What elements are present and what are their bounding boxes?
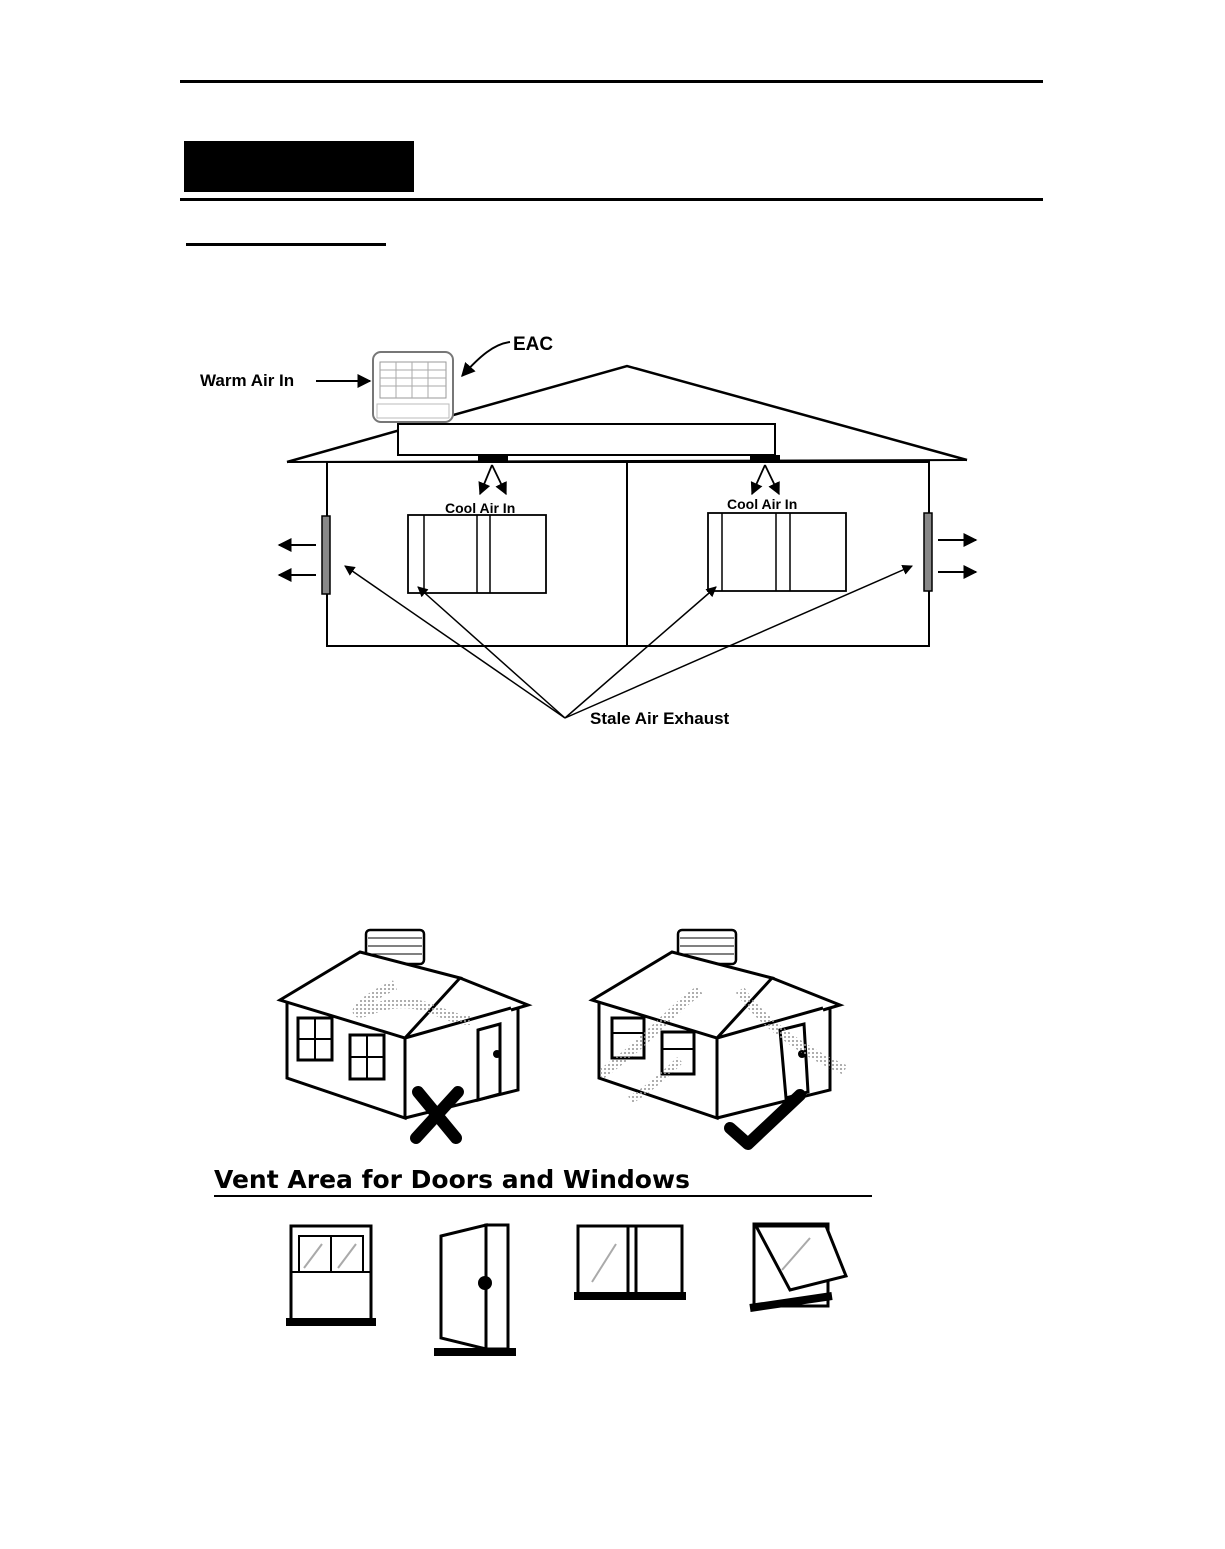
open-door-icon [434,1225,516,1356]
cool-air-right-label: Cool Air In [727,496,798,512]
airflow-diagram [200,334,976,728]
stale-air-label: Stale Air Exhaust [590,709,730,728]
duct-outlet-left [478,455,508,461]
vent-area-title: Vent Area for Doors and Windows [214,1165,690,1194]
cool-air-left-label: Cool Air In [445,500,516,516]
window-right [708,513,846,591]
duct-outlet-right [750,455,780,461]
supply-duct [398,424,775,455]
side-vent-right [924,513,932,591]
window-left [408,515,546,593]
check-mark [730,1095,800,1144]
eac-unit [373,352,453,422]
house-closed-illustration [280,930,528,1138]
double-hung-window-icon [286,1226,376,1326]
eac-pointer [462,342,510,376]
warm-air-label: Warm Air In [200,371,295,390]
side-vent-left [322,516,330,594]
sliding-window-icon [574,1226,686,1300]
house-open-illustration [592,930,845,1144]
eac-label: EAC [513,334,554,355]
awning-window-icon [750,1224,846,1308]
